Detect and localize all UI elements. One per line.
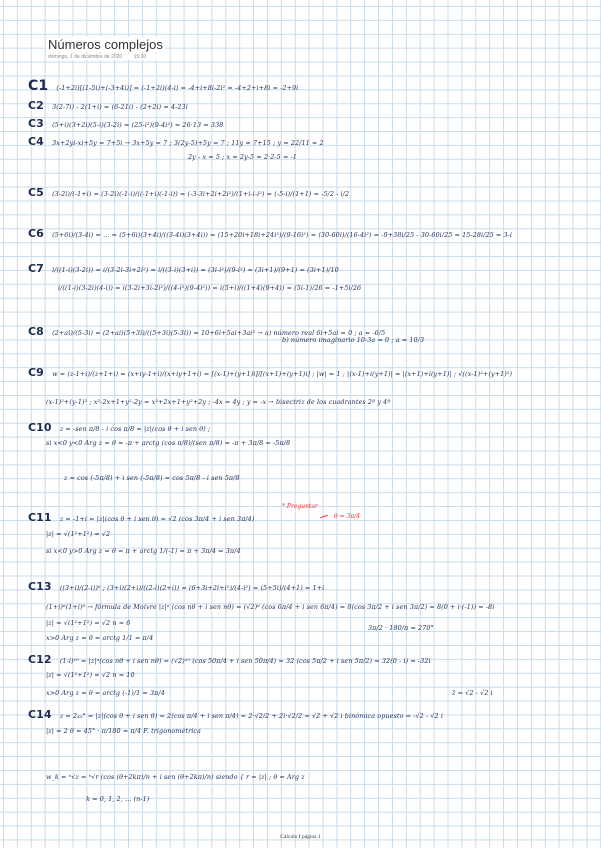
exercise-c14-line-1 [28,708,443,721]
exercise-content: (1+i)⁶(1+i)⁶ → fórmula de Moivre |z|ⁿ (cos nθ + i sen nθ) = (√2)⁶ (cos 6π/4 + i sen 6π/4) = 8(cos 3π/2 + i sen 3π/2) = 8(0 + i·(-1)) = -8i [46,603,495,611]
exercise-content: ((3+i)/(2-i))⁶ ; (3+i)(2+i)/((2-i)(2+i)) = (6+3i+2i+i²)/(4-i²) = (5+5i)/(4+1) = 1+i [59,584,325,592]
exercise-c13-line-1 [28,580,324,593]
exercise-c11-line-1 [28,511,254,524]
exercise-label: C10 [28,421,52,434]
exercise-content: x>0 Arg z = θ = arctg 1/1 = π/4 [46,634,154,642]
exercise-content: b) número imaginario 10-3a = 0 ; a = 10/3 [282,336,425,344]
exercise-c11-line-2 [46,530,110,538]
exercise-content: x>0 Arg z = θ = arctg (-1)/1 = 3π/4 [46,689,165,697]
exercise-content: |z| = √(1²+1²) = √2 [46,530,111,538]
exercise-c13-line-3 [46,619,130,627]
exercise-c13-aux: 3π/2 · 180/π = 270° [368,624,434,632]
annotation-theta: θ = 3π/4 [334,513,361,520]
exercise-c2-line-1 [28,99,188,112]
exercise-content: (5+i)(3+2i)(5-i)(3-2i) = (25-i²)(9-4i²) = 26·13 = 338 [52,121,224,129]
exercise-c12-line-2 [46,671,135,679]
exercise-c7-line-2 [58,284,361,292]
exercise-c1-line-1 [28,78,298,94]
exercise-content: (-1+2i)[(1-5i)+(-3+4i)] = (-1+2i)(4-i) = -4+i+8i-2i² = -4+2+i+8i = -2+9i [56,84,299,92]
exercise-label: C12 [28,653,52,666]
annotation-mark [320,515,328,519]
exercise-label: C14 [28,708,52,721]
exercise-content: (3-2i)/(-1+i) = (3-2i)(-1-i)/((-1+i)(-1-i)) = (-3-3i+2i+2i²)/(1+i-i-i²) = (-5-i)/(1+1) = -5/2 - i/2 [52,190,350,198]
exercise-label: C1 [28,78,49,94]
exercise-c10-line-3 [64,474,240,482]
annotation-preguntar: * Preguntar [282,503,318,510]
exercise-content: 3x+2yi-xi+5y = 7+5i → 3x+5y = 7 ; 3(2y-5)+5y = 7 ; 11y = 7+15 ; y = 22/11 = 2 [52,139,324,147]
roots-formula-line-1 [46,773,305,781]
exercise-c8-line-2 [282,336,424,344]
exercise-c13-line-2 [46,603,494,611]
exercise-content: z = cos (-5π/8) + i sen (-5π/8) = cos 5π/8 - i sen 5π/8 [64,474,240,482]
exercise-c12-line-3 [46,689,165,697]
page-title: Números complejos [48,37,163,52]
exercise-label: C3 [28,117,44,130]
exercise-c7-line-1 [28,262,339,275]
exercise-c12-conjugate: z̄ = √2 - √2 i [452,689,493,697]
exercise-label: C7 [28,262,44,275]
page-footer: Cálculo I página 1 [280,834,321,840]
exercise-content: i/((1-i)(3-2i)) = i/(3-2i-3i+2i²) = i/((3-i)(3+i)) = (3i-i²)/(9-i²) = (3i+1)/(9+1) = (3i+1)/10 [52,266,339,274]
exercise-content: |z| = 2 θ = 45° · π/180 = π/4 F. trigonométrica [46,727,201,735]
exercise-content: (5+6i)/(3-4i) = ... = (5+6i)(3+4i)/((3-4i)(3+4i)) = (15+20i+18i+24i²)/(9-16i²) = (30-60i)/(16-4i²) = -9+38i/25 - 30-60i/25 = 15-28i/25 = 3-i [52,231,513,239]
page-meta [46,54,158,60]
exercise-content: |z| = √(1²+1²) = √2 n = 10 [46,671,135,679]
exercise-label: C8 [28,325,44,338]
exercise-c14-line-2 [46,727,201,735]
exercise-c4-line-2 [188,153,297,161]
exercise-label: C11 [28,511,52,524]
exercise-content: 2y - x = 5 ; x = 2y-5 = 2·2-5 = -1 [188,153,297,161]
exercise-content: z = -1+i = |z|(cos θ + i sen θ) = √2 (cos 3π/4 + i sen 3π/4) [59,515,255,523]
exercise-content: w = (z-1+i)/(z+1+i) = (x+iy-1+i)/(x+iy+1+i) = [(x-1)+(y+1)i]/[(x+1)+(y+1)i] ; |w| = 1 ; |(x-1)+i(y+1)| = |(x+1)+i(y+1)| ; √((x-1)²+(y+1)²) [52,370,513,378]
exercise-c5-line-1 [28,186,349,199]
exercise-content: (x-1)²+(y-1)² ; x²-2x+1+y²-2y = x²+2x+1+y²+2y ; -4x = 4y ; y = -x → bisectriz de los cuadrantes 2º y 4º [46,398,391,406]
exercise-c12-line-1 [28,653,431,666]
exercise-content: (1-i)¹⁰ = |z|ⁿ(cos nθ + i sen nθ) = (√2)¹⁰ (cos 50π/4 + i sen 50π/4) = 32 (cos 5π/2 + i sen 5π/2) = 32(0 - i) = -32i [59,657,431,665]
exercise-content: |z| = √(1²+1²) = √2 n = 6 [46,619,131,627]
page-time: 15:30 [133,54,147,60]
exercise-label: C6 [28,227,44,240]
exercise-label: C9 [28,366,44,379]
exercise-content: k = 0, 1, 2, ... (n-1) [86,795,150,803]
exercise-c6-line-1 [28,227,512,240]
exercise-content: si x<0 y>0 Arg z = θ = π + arctg 1/(-1) = π + 3π/4 = 3π/4 [46,547,241,555]
exercise-label: C13 [28,580,52,593]
exercise-label: C5 [28,186,44,199]
exercise-c10-line-2 [46,439,290,447]
exercise-content: si x<0 y<0 Arg z = θ = -π + arctg (cos π/8)/(sen π/8) = -π + 3π/8 = -5π/8 [46,439,291,447]
exercise-c11-line-3 [46,547,241,555]
exercise-content: (2+ai)/(5-3i) = (2+ai)(5+3i)/((5+3i)(5-3i)) = 10+6i+5ai+3ai² → a) número real 6i+5ai = 0 ; a = -6/5 [52,329,386,337]
exercise-content: z = 2₄₅° = |z|(cos θ + i sen θ) = 2(cos π/4 + i sen π/4) = 2·√2/2 + 2i·√2/2 = √2 + √2 i binómica opuesto = -√2 - √2 i [59,712,443,720]
roots-formula-line-2 [86,795,149,803]
exercise-c9-line-2 [46,398,390,406]
page-date: domingo, 1 de diciembre de 2020 [48,54,123,60]
exercise-content: z = -sen π/8 - i cos π/8 = |z|(cos θ + i sen θ) ; [59,425,211,433]
exercise-c3-line-1 [28,117,223,130]
exercise-label: C2 [28,99,44,112]
exercise-c10-line-1 [28,421,210,434]
exercise-label: C4 [28,135,44,148]
exercise-c4-line-1 [28,135,324,148]
exercise-c13-line-4 [46,634,153,642]
exercise-content: 3(2-7i) - 2(1+i) = (6-21i) - (2+2i) = 4-23i [52,103,188,111]
exercise-c9-line-1 [28,366,512,379]
exercise-content: w_k = ⁿ√z = ⁿ√r (cos (θ+2kπ)/n + i sen (θ+2kπ)/n) siendo { r = |z| ; θ = Arg z [46,773,305,781]
exercise-content: i/((1-i)(3-2i)(4-i)) = i(3-2i+3i-2i²)/((4-i²)(9-4i²)) = i(5+i)/((1+4)(9+4)) = (5i-1)/26 = -1+5i/26 [58,284,362,292]
